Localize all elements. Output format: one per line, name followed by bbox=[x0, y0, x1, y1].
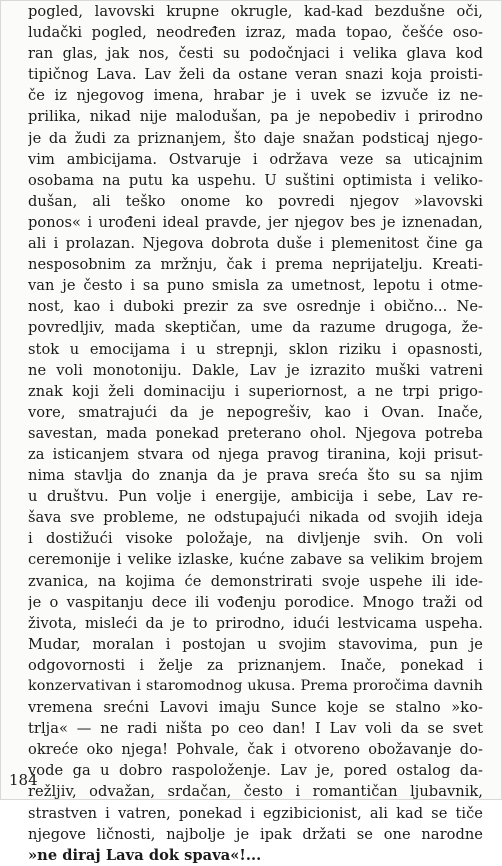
text-line: konzervativan i staromodnog ukusa. Prema proročima davnih bbox=[28, 678, 483, 694]
text-line: nesposobnim za mržnju, čak i prema neprijatelju. Kreati- bbox=[28, 256, 483, 274]
text-line: strastven i vatren, ponekad i egzibicionist, ali kad se tiče bbox=[28, 804, 483, 822]
text-line: života, misleći da je to prirodno, idući lestvicama uspeha. bbox=[28, 614, 483, 632]
text-line: ne voli monotoniju. Dakle, Lav je izrazito muški vatreni bbox=[28, 361, 483, 379]
text-line: ran glas, jak nos, česti su podočnjaci i velika glava kod bbox=[28, 45, 483, 63]
text-line: stok u emocijama i u strepnji, sklon riziku i opasnosti, bbox=[28, 340, 483, 358]
text-line: savestan, mada ponekad preterano ohol. Njegova potreba bbox=[28, 424, 483, 442]
page-number: 184 bbox=[9, 771, 38, 789]
text-line: vore, smatrajući da je nepogrešiv, kao i Ovan. Inače, bbox=[28, 403, 483, 421]
text-line: prilika, nikad nije malodušan, pa je nepobediv i prirodno bbox=[28, 108, 483, 126]
text-line: režljiv, odvažan, srdačan, često i romantičan ljubavnik, bbox=[28, 783, 483, 801]
text-line: vremena srećni Lavovi imaju Sunce koje se stalno »ko- bbox=[28, 699, 483, 717]
text-line: ceremonije i velike izlaske, kućne zabave sa velikim brojem bbox=[28, 551, 483, 569]
text-line: nost, kao i duboki prezir za sve osrednje i obično... Ne- bbox=[28, 298, 483, 316]
text-line: ali i prolazan. Njegova dobrota duše i plemenitost čine ga bbox=[28, 235, 483, 253]
text-line: znak koji želi dominaciju i superiornost, a ne trpi prigo- bbox=[28, 382, 483, 400]
text-line: Mudar, moralan i postojan u svojim stavovima, pun je bbox=[28, 635, 483, 653]
closing-quote-line: »ne diraj Lava dok spava«!... bbox=[28, 846, 262, 864]
text-line: je da žudi za priznanjem, što daje snažan podsticaj njego- bbox=[28, 129, 483, 147]
text-line: je o vaspitanju dece ili vođenju porodice. Mnogo traži od bbox=[28, 593, 483, 611]
text-line: vim ambicijama. Ostvaruje i održava veze sa uticajnim bbox=[28, 150, 483, 168]
text-line: zvanica, na kojima će demonstrirati svoje uspehe ili ide- bbox=[28, 572, 483, 590]
text-line: šava sve probleme, ne odstupajući nikada od svojih ideja bbox=[28, 509, 483, 527]
text-line: če iz njegovog imena, hrabar je i uvek se izvuče iz ne- bbox=[28, 87, 483, 105]
text-line: i dostižući visoke položaje, na divljenje svih. On voli bbox=[28, 530, 483, 548]
text-line: odgovornosti i želje za priznanjem. Inače, ponekad i bbox=[28, 656, 483, 674]
text-line: van je često i sa puno smisla za umetnost, lepotu i otme- bbox=[28, 277, 483, 295]
text-line: ponos« i urođeni ideal pravde, jer njegov bes je iznenadan, bbox=[28, 213, 483, 231]
text-line: za isticanjem stvara od njega pravog tiranina, koji prisut- bbox=[28, 445, 483, 463]
text-line: tipičnog Lava. Lav želi da ostane veran snazi koja proisti- bbox=[28, 66, 483, 84]
text-line: povredljiv, mada skeptičan, ume da razume drugoga, že- bbox=[28, 319, 483, 337]
text-line: osobama na putu ka uspehu. U suštini optimista i veliko- bbox=[28, 171, 483, 189]
text-line: trlja« — ne radi ništa po ceo dan! I Lav voli da se svet bbox=[28, 720, 483, 738]
text-line: njegove ličnosti, najbolje je ipak držati se one narodne bbox=[28, 825, 483, 843]
text-line: vode ga u dobro raspoloženje. Lav je, pored ostalog da- bbox=[28, 762, 483, 780]
text-line: u društvu. Pun volje i energije, ambicija i sebe, Lav re- bbox=[28, 488, 483, 506]
text-line: nima stavlja do znanja da je prava sreća što su sa njim bbox=[28, 467, 483, 485]
text-line: okreće oko njega! Pohvale, čak i otvoreno obožavanje do- bbox=[28, 741, 483, 759]
text-line: ludački pogled, neodređen izraz, mada topao, češće oso- bbox=[28, 24, 483, 42]
body-text bbox=[28, 1, 483, 866]
text-line: dušan, ali teško onome ko povredi njegov »lavovski bbox=[28, 192, 483, 210]
text-line: pogled, lavovski krupne okrugle, kad-kad bezdušne oči, bbox=[28, 3, 483, 20]
